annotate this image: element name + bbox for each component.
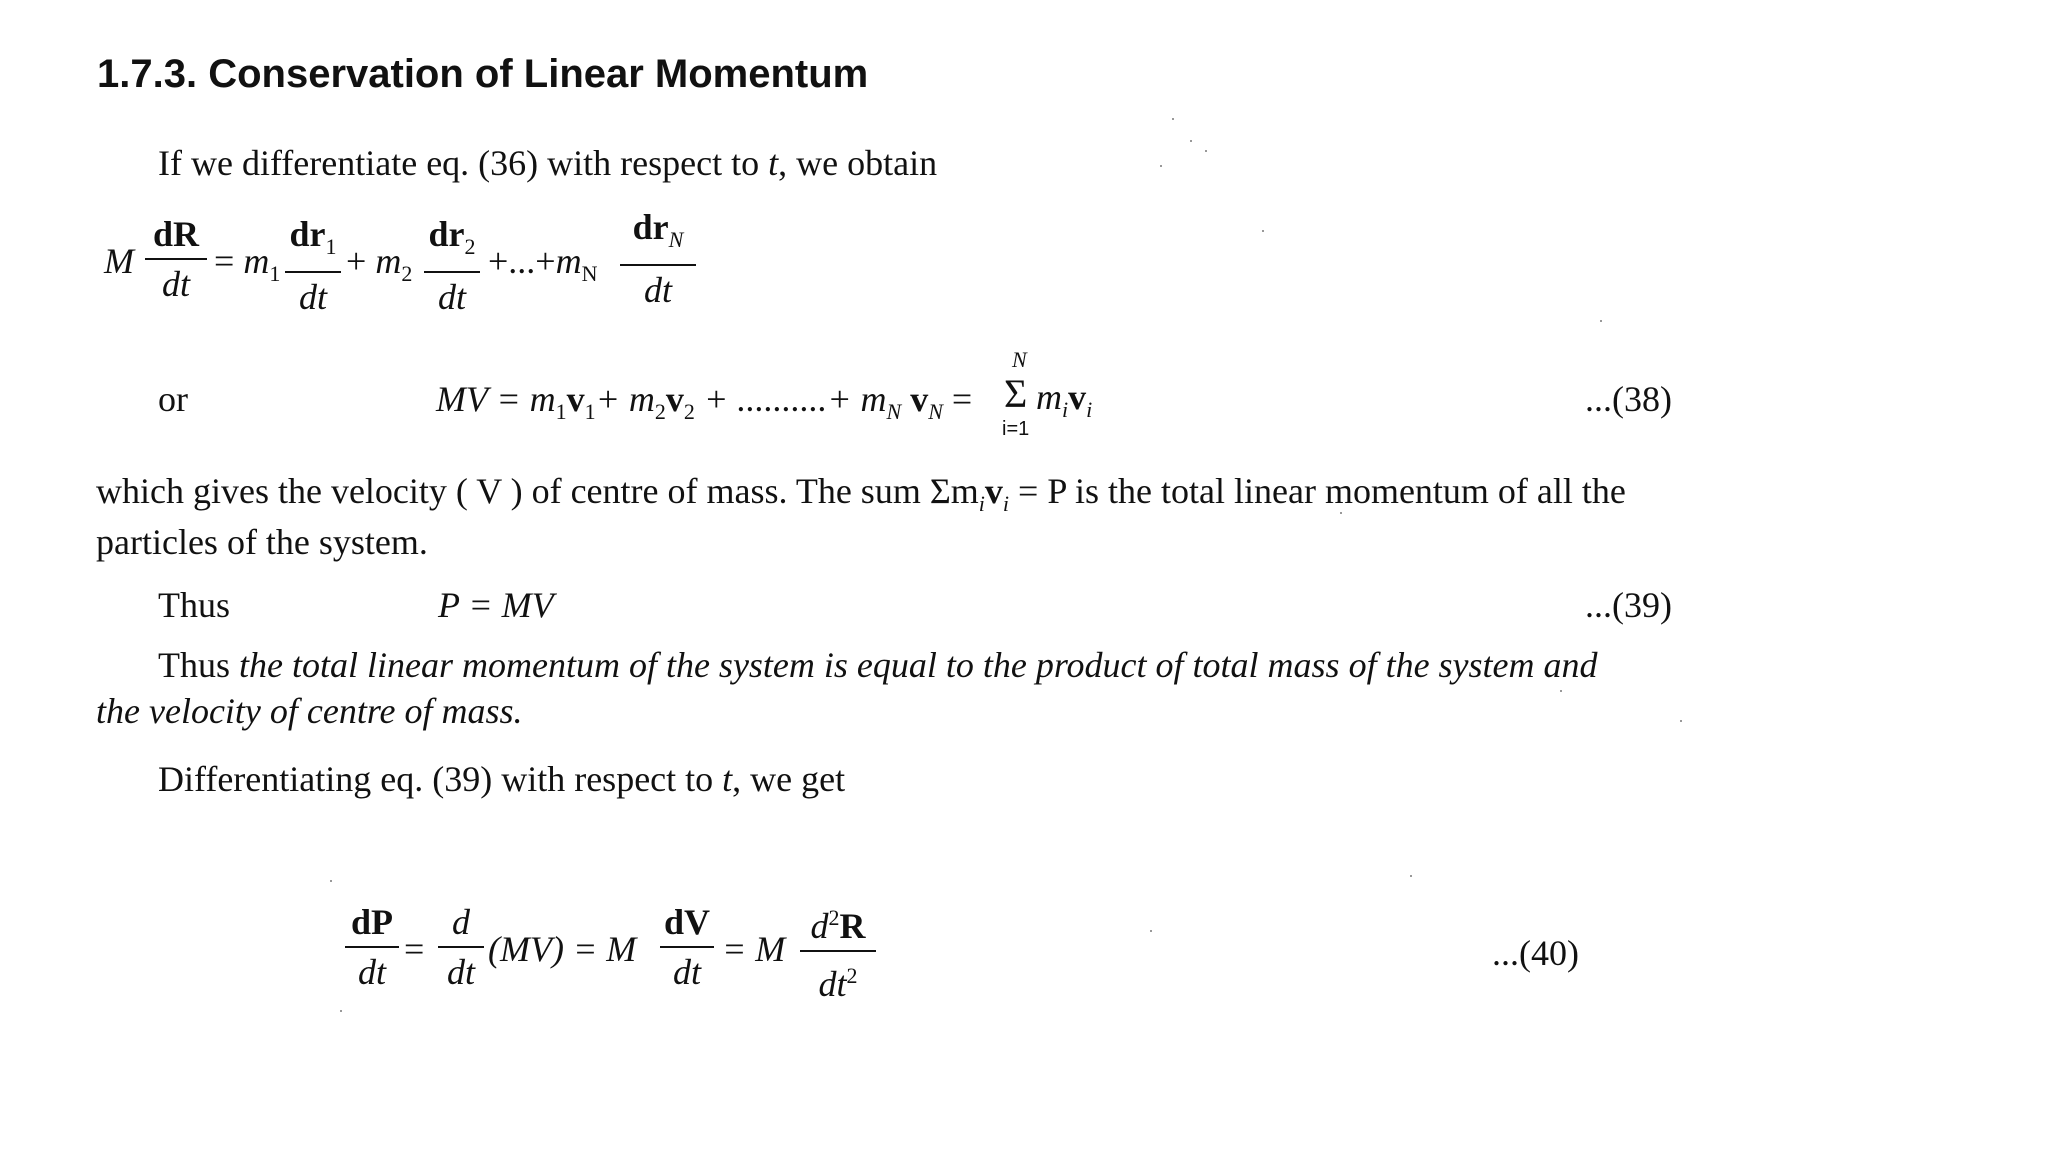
eq40-eq2: = M bbox=[572, 929, 637, 969]
eq38-s1b: 1 bbox=[584, 399, 596, 425]
eq38-s1: 1 bbox=[555, 399, 567, 425]
eq38-sum-bot: i=1 bbox=[1002, 418, 1030, 440]
eq37-tN-coef: m bbox=[555, 241, 582, 281]
eq38-sN: N bbox=[886, 399, 902, 425]
eq40-frac3 bbox=[660, 900, 714, 994]
eq37-tN-num: dr bbox=[632, 207, 669, 247]
eq37-t1-sub: 1 bbox=[269, 261, 281, 287]
eq37-ellipsis: +...+ bbox=[488, 241, 556, 281]
eq37-lhs-num: dR bbox=[152, 214, 200, 254]
eq37-t2-coef: m bbox=[375, 241, 402, 281]
para2-line1: which gives the velocity ( V ) of centre of mass. The sum Σm bbox=[96, 471, 979, 511]
paragraph-velocity bbox=[96, 470, 1676, 563]
eq40-num1: dP bbox=[350, 902, 393, 942]
eq38-dots: + ..........+ m bbox=[694, 379, 887, 419]
eq38-sum-v: v bbox=[1068, 377, 1087, 417]
eq40-den4-sup: 2 bbox=[846, 963, 858, 988]
eq37-lhs-fraction bbox=[145, 212, 207, 306]
para3-italic1: the total linear momentum of the system is equal to the product of total mass of the system and bbox=[239, 645, 1598, 685]
eq38-sum-sub: i bbox=[1062, 397, 1069, 423]
eq38-sum-sym: Σ bbox=[1004, 371, 1028, 416]
eq37-t2-sub: 2 bbox=[401, 261, 413, 287]
eq40-num3: dV bbox=[663, 902, 711, 942]
para4-var: t bbox=[722, 759, 733, 799]
para2-line1-sub2: i bbox=[1002, 491, 1010, 517]
eq37-lhs-den: dt bbox=[161, 264, 190, 304]
eq37-t2-den: dt bbox=[437, 277, 466, 318]
eq40-mv: (MV) bbox=[488, 929, 564, 969]
eq38-v1: v bbox=[566, 379, 585, 419]
eq40-eq1: = bbox=[404, 929, 425, 969]
eq40-num4: d bbox=[810, 906, 829, 946]
paragraph-intro bbox=[158, 142, 937, 184]
eq38-sum-vsub: i bbox=[1086, 397, 1093, 423]
intro-var: t bbox=[768, 143, 779, 183]
eq37-tN-sub: N bbox=[581, 261, 598, 287]
eq38-sum-top: N bbox=[1012, 347, 1027, 372]
eq38-plus1: + m bbox=[595, 379, 655, 419]
eq40-frac1 bbox=[345, 900, 399, 994]
eq39-body: P = MV bbox=[438, 585, 554, 625]
eq38-word: or bbox=[158, 379, 188, 419]
eq40-den4: dt bbox=[818, 964, 847, 1004]
eq37-tN-fraction bbox=[620, 205, 696, 312]
para2-line1-mid: v bbox=[984, 471, 1003, 511]
para4-lead: Differentiating eq. (39) with respect to bbox=[158, 759, 723, 799]
eq40-num4-tail: R bbox=[839, 906, 866, 946]
eq38-v2: v bbox=[665, 379, 684, 419]
eq40-den3: dt bbox=[672, 952, 701, 992]
para2-line2: particles of the system. bbox=[96, 522, 428, 563]
eq38-vN: v bbox=[901, 379, 929, 419]
eq37-tN-den: dt bbox=[643, 270, 672, 311]
eq38-sNb: N bbox=[928, 399, 943, 425]
section-heading: 1.7.3. Conservation of Linear Momentum bbox=[97, 52, 869, 96]
eq40-frac2 bbox=[438, 900, 484, 994]
eq37-equals: = bbox=[214, 241, 235, 281]
para2-line1-sub: i bbox=[978, 491, 985, 517]
eq37-t1-den: dt bbox=[298, 277, 327, 318]
paragraph-statement bbox=[96, 644, 1598, 732]
eq38-eq: = bbox=[942, 379, 973, 419]
eq38-s2b: 2 bbox=[683, 399, 695, 425]
intro-tail: , we obtain bbox=[778, 143, 938, 183]
eq39-label: ...(39) bbox=[1585, 585, 1672, 625]
para3-lead: Thus bbox=[158, 645, 239, 685]
eq37-plus: + bbox=[346, 241, 367, 281]
intro-lead: If we differentiate eq. (36) with respect to bbox=[158, 143, 769, 183]
eq37-t2-num-sub: 2 bbox=[464, 234, 476, 260]
eq40-label: ...(40) bbox=[1492, 933, 1579, 973]
eq37-t1-num: dr bbox=[289, 214, 326, 254]
eq38-s2: 2 bbox=[654, 399, 666, 425]
paragraph-differentiate bbox=[158, 758, 845, 800]
eq40-den2: dt bbox=[446, 952, 475, 992]
eq40-num4-sup: 2 bbox=[828, 905, 840, 930]
eq37-t1-fraction bbox=[285, 212, 341, 319]
eq37-t1-coef: m bbox=[243, 241, 270, 281]
eq38-label: ...(38) bbox=[1585, 379, 1672, 419]
eq40-num2: d bbox=[452, 902, 470, 942]
eq38-body bbox=[436, 378, 972, 425]
eq40-frac4 bbox=[800, 896, 876, 1006]
para3-italic2: the velocity of centre of mass. bbox=[96, 691, 523, 731]
eq38-body-b: = m bbox=[487, 379, 556, 419]
para2-line1-end: = P is the total linear momentum of all the bbox=[1009, 471, 1626, 511]
eq37-t2-fraction bbox=[424, 212, 480, 319]
eq40-den1: dt bbox=[357, 952, 386, 992]
eq38-body-a: MV bbox=[436, 379, 488, 419]
eq39-word: Thus bbox=[158, 585, 230, 625]
eq37-lhs-coef: M bbox=[104, 241, 134, 281]
eq37-t1-num-sub: 1 bbox=[325, 234, 337, 260]
para4-tail: , we get bbox=[732, 759, 846, 799]
eq38-sum-term: m bbox=[1036, 377, 1062, 417]
eq40-eq3: = M bbox=[722, 929, 786, 969]
eq37-tN-num-sub: N bbox=[668, 227, 684, 253]
eq37-t2-num: dr bbox=[428, 214, 465, 254]
